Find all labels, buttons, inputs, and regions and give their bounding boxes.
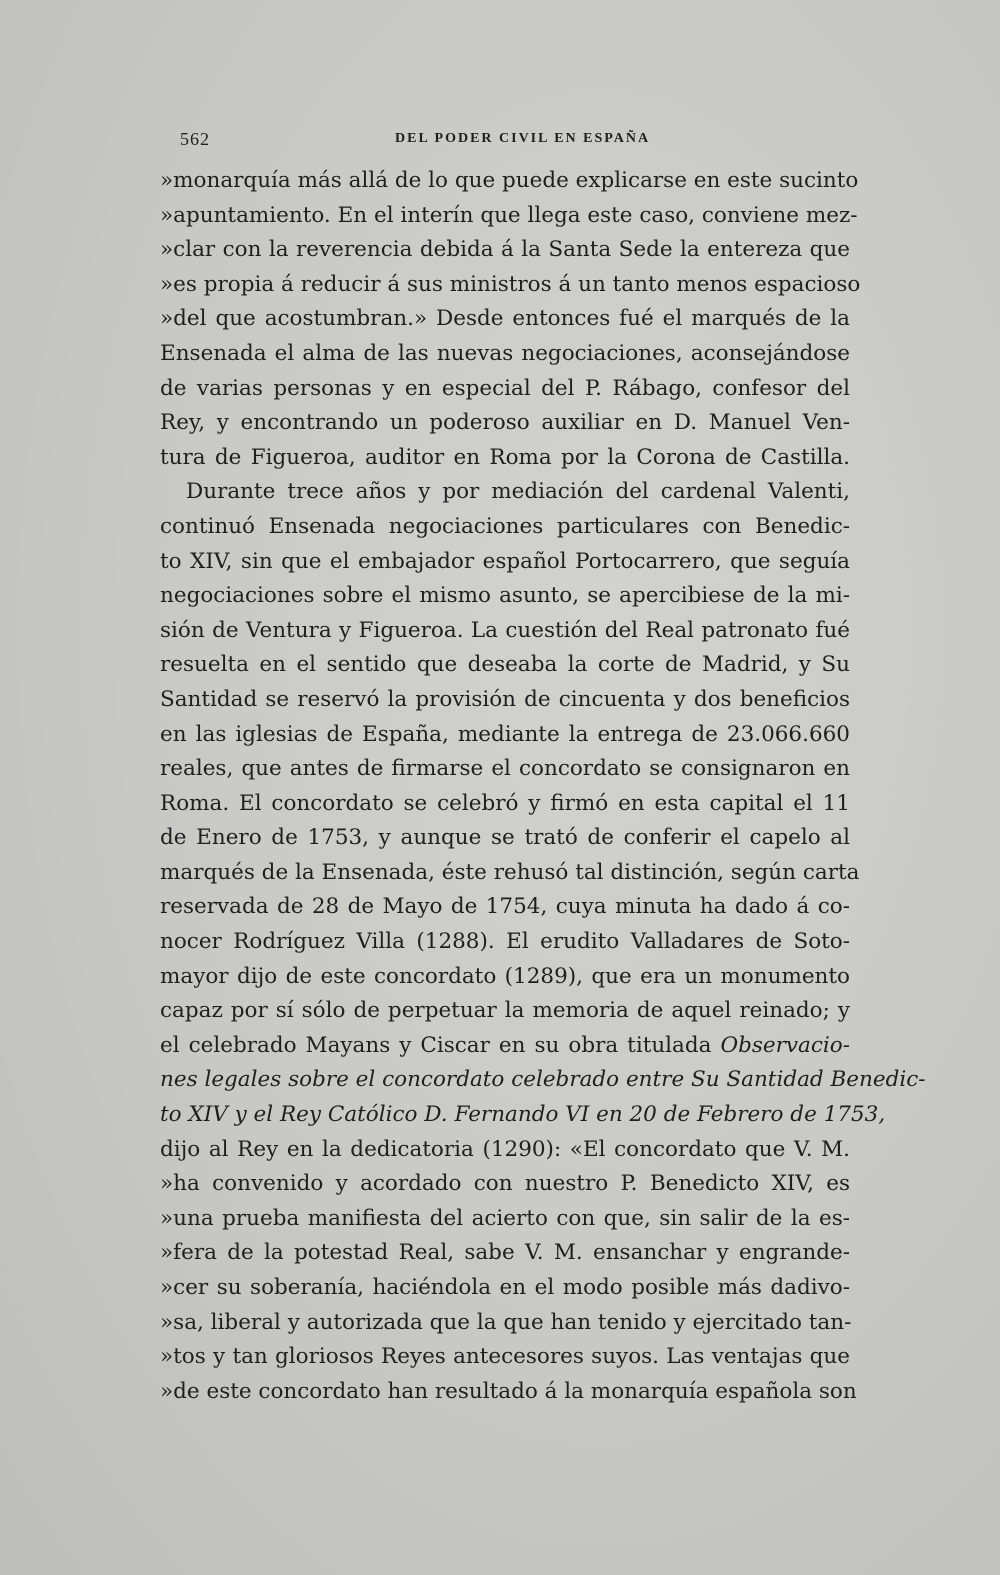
text-line: tura de Figueroa, auditor en Roma por la Corona de Castilla. xyxy=(160,444,850,470)
text-line: capaz por sí sólo de perpetuar la memoria de aquel reinado; y xyxy=(160,998,850,1024)
text-line: Ensenada el alma de las nuevas negociaciones, aconsejándose xyxy=(160,340,850,366)
text-line: Roma. El concordato se celebró y firmó en esta capital el 11 xyxy=(160,790,850,816)
text-line: to XIV, sin que el embajador español Portocarrero, que seguía xyxy=(160,548,850,574)
text-line: negociaciones sobre el mismo asunto, se apercibiese de la mi- xyxy=(160,583,850,609)
text-line: nocer Rodríguez Villa (1288). El erudito Valladares de Soto- xyxy=(160,929,850,955)
text-line: de Enero de 1753, y aunque se trató de conferir el capelo al xyxy=(160,825,850,851)
text-line: »es propia á reducir á sus ministros á un tanto menos espacioso xyxy=(160,271,861,297)
text-line: »una prueba manifiesta del acierto con que, sin salir de la es- xyxy=(160,1205,850,1231)
text-line: »tos y tan gloriosos Reyes antecesores suyos. Las ventajas que xyxy=(160,1344,850,1370)
text-line: de varias personas y en especial del P. Rábago, confesor del xyxy=(160,375,850,401)
text-line: marqués de la Ensenada, éste rehusó tal distinción, según carta xyxy=(160,859,860,885)
text-line: continuó Ensenada negociaciones particulares con Benedic- xyxy=(160,513,850,539)
text-line: reservada de 28 de Mayo de 1754, cuya minuta ha dado á co- xyxy=(160,894,850,920)
text-line: »ha convenido y acordado con nuestro P. Benedicto XIV, es xyxy=(160,1171,850,1197)
text-line: reales, que antes de firmarse el concordato se consignaron en xyxy=(160,756,850,782)
text-line: resuelta en el sentido que deseaba la corte de Madrid, y Su xyxy=(160,652,850,678)
text-line: »de este concordato han resultado á la monarquía española son xyxy=(160,1378,857,1404)
book-title-part-1: Observacio- xyxy=(720,1032,850,1058)
text-segment: el celebrado Mayans y Ciscar en su obra titulada xyxy=(160,1032,721,1058)
text-line: »monarquía más allá de lo que puede explicarse en este sucinto xyxy=(160,168,859,193)
running-head xyxy=(180,129,850,159)
text-line: »sa, liberal y autorizada que la que han tenido y ejercitado tan- xyxy=(160,1309,852,1335)
paragraph-start-line: Durante trece años y por mediación del cardenal Valenti, xyxy=(186,479,850,505)
text-line: Rey, y encontrando un poderoso auxiliar en D. Manuel Ven- xyxy=(160,410,850,436)
running-title: DEL PODER CIVIL EN ESPAÑA xyxy=(395,131,651,146)
text-line: »cer su soberanía, haciéndola en el modo posible más dadivo- xyxy=(160,1275,850,1300)
text-line: sión de Ventura y Figueroa. La cuestión del Real patronato fué xyxy=(160,617,850,643)
text-line: dijo al Rey en la dedicatoria (1290): «El concordato que V. M. xyxy=(160,1136,850,1162)
book-title-part-3: to XIV y el Rey Católico D. Fernando VI en 20 de Febrero de 1753, xyxy=(160,1102,886,1128)
text-line: »del que acostumbran.» Desde entonces fué el marqués de la xyxy=(160,306,850,332)
text-line: mayor dijo de este concordato (1289), que era un monumento xyxy=(160,963,850,989)
text-line: en las iglesias de España, mediante la entrega de 23.066.660 xyxy=(160,721,850,747)
book-title-part-2: nes legales sobre el concordato celebrado entre Su Santidad Benedic- xyxy=(160,1067,926,1093)
body-text xyxy=(160,164,926,1409)
text-line: Santidad se reservó la provisión de cincuenta y dos beneficios xyxy=(160,686,850,712)
text-line: »clar con la reverencia debida á la Santa Sede la entereza que xyxy=(160,237,850,263)
page-number: 562 xyxy=(180,129,210,149)
text-line: »fera de la potestad Real, sabe V. M. ensanchar y engrande- xyxy=(160,1240,850,1266)
text-line-with-title xyxy=(160,1029,850,1064)
text-line: »apuntamiento. En el interín que llega este caso, conviene mez- xyxy=(160,202,858,228)
